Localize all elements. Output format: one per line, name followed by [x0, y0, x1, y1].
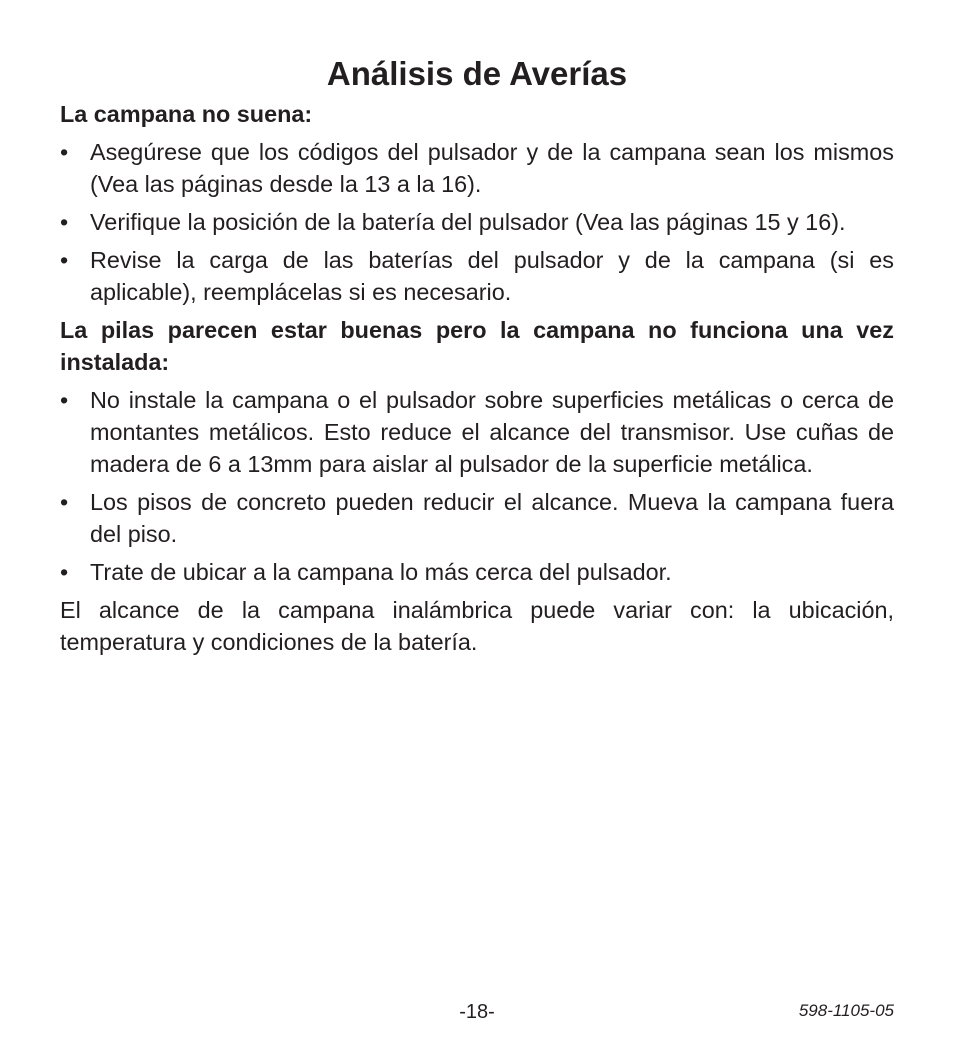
bullet-list-batteries-ok [60, 384, 894, 588]
bullet-icon: • [60, 387, 69, 413]
bullet-icon: • [60, 209, 69, 235]
list-item-text: Trate de ubicar a la campana lo más cerca del pulsador. [90, 559, 672, 585]
bullet-icon: • [60, 559, 69, 585]
list-item-text: Revise la carga de las baterías del pulsador y de la campana (si es aplicable), reemplácelas si es necesario. [90, 247, 894, 305]
closing-paragraph: El alcance de la campana inalámbrica puede variar con: la ubicación, temperatura y condiciones de la batería. [60, 597, 894, 655]
list-item [60, 244, 894, 308]
list-item [60, 384, 894, 480]
document-body [60, 98, 894, 658]
list-item-text: Verifique la posición de la batería del pulsador (Vea las páginas 15 y 16). [90, 209, 846, 235]
list-item-text: No instale la campana o el pulsador sobre superficies metálicas o cerca de montantes metálicos. Esto reduce el alcance del transmisor. Use cuñas de madera de 6 a 13mm para aislar al pulsador de la superficie metálica. [90, 387, 894, 477]
bullet-list-no-sound [60, 136, 894, 308]
list-item [60, 206, 894, 238]
document-code: 598-1105-05 [798, 1001, 894, 1020]
bullet-icon: • [60, 489, 69, 515]
bullet-icon: • [60, 139, 69, 165]
page-title: Análisis de Averías [326, 55, 628, 92]
page-number: -18- [459, 1001, 495, 1023]
list-item [60, 136, 894, 200]
section-heading-batteries-ok: La pilas parecen estar buenas pero la campana no funciona una vez instalada: [60, 317, 894, 375]
list-item-text: Asegúrese que los códigos del pulsador y de la campana sean los mismos (Vea las páginas desde la 13 a la 16). [90, 139, 894, 197]
list-item [60, 556, 894, 588]
list-item [60, 486, 894, 550]
section-heading-no-sound: La campana no suena: [60, 101, 313, 127]
bullet-icon: • [60, 247, 69, 273]
list-item-text: Los pisos de concreto pueden reducir el alcance. Mueva la campana fuera del piso. [90, 489, 894, 547]
